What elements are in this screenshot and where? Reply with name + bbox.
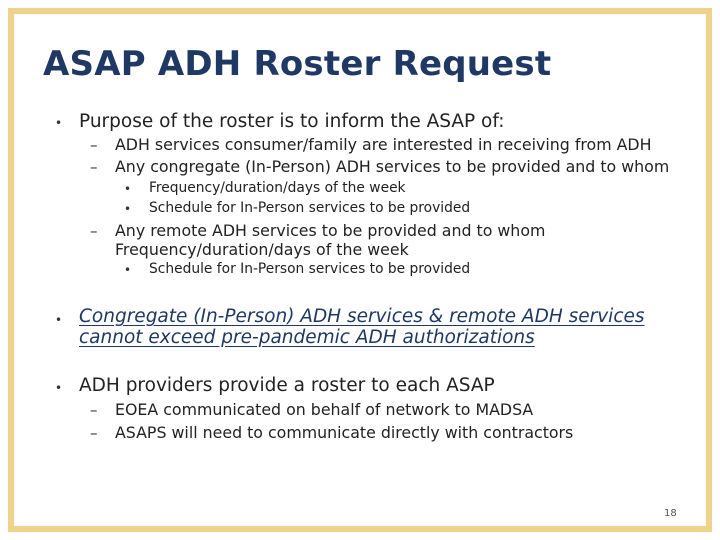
page-number: 18 <box>664 508 677 519</box>
slide-title: ASAP ADH Roster Request <box>43 44 552 84</box>
bullet-dot: • <box>124 263 132 277</box>
sub-bullet-eoea: EOEA communicated on behalf of network to MADSA <box>115 400 534 419</box>
bullet-dot: • <box>55 381 63 395</box>
sub-bullet-congregate: Any congregate (In-Person) ADH services to be provided and to whom <box>115 157 670 176</box>
sub-bullet-remote: Any remote ADH services to be provided and to whom <box>115 221 546 240</box>
dash-marker: – <box>90 401 98 419</box>
sub-sub-bullet-schedule-remote: Schedule for In-Person services to be provided <box>149 261 471 277</box>
bullet-providers: ADH providers provide a roster to each ASAP <box>79 375 495 396</box>
emphasis-congregate-remote-line1: Congregate (In-Person) ADH services & remote ADH services <box>79 306 645 327</box>
sub-sub-bullet-schedule: Schedule for In-Person services to be provided <box>149 200 471 216</box>
bullet-dot: • <box>124 182 132 196</box>
bullet-dot: • <box>55 313 63 327</box>
dash-marker: – <box>90 136 98 154</box>
bullet-dot: • <box>124 202 132 216</box>
dash-marker: – <box>90 158 98 176</box>
sub-bullet-asaps: ASAPS will need to communicate directly with contractors <box>115 423 574 442</box>
bullet-purpose: Purpose of the roster is to inform the ASAP of: <box>79 111 505 132</box>
sub-bullet-adh-services: ADH services consumer/family are interested in receiving from ADH <box>115 135 652 154</box>
sub-sub-bullet-frequency: Frequency/duration/days of the week <box>149 180 406 196</box>
dash-marker: – <box>90 222 98 240</box>
emphasis-congregate-remote-line2: cannot exceed pre-pandemic ADH authorizations <box>79 327 535 348</box>
bullet-dot: • <box>55 116 63 130</box>
dash-marker: – <box>90 424 98 442</box>
sub-bullet-remote-continued: Frequency/duration/days of the week <box>115 240 409 259</box>
